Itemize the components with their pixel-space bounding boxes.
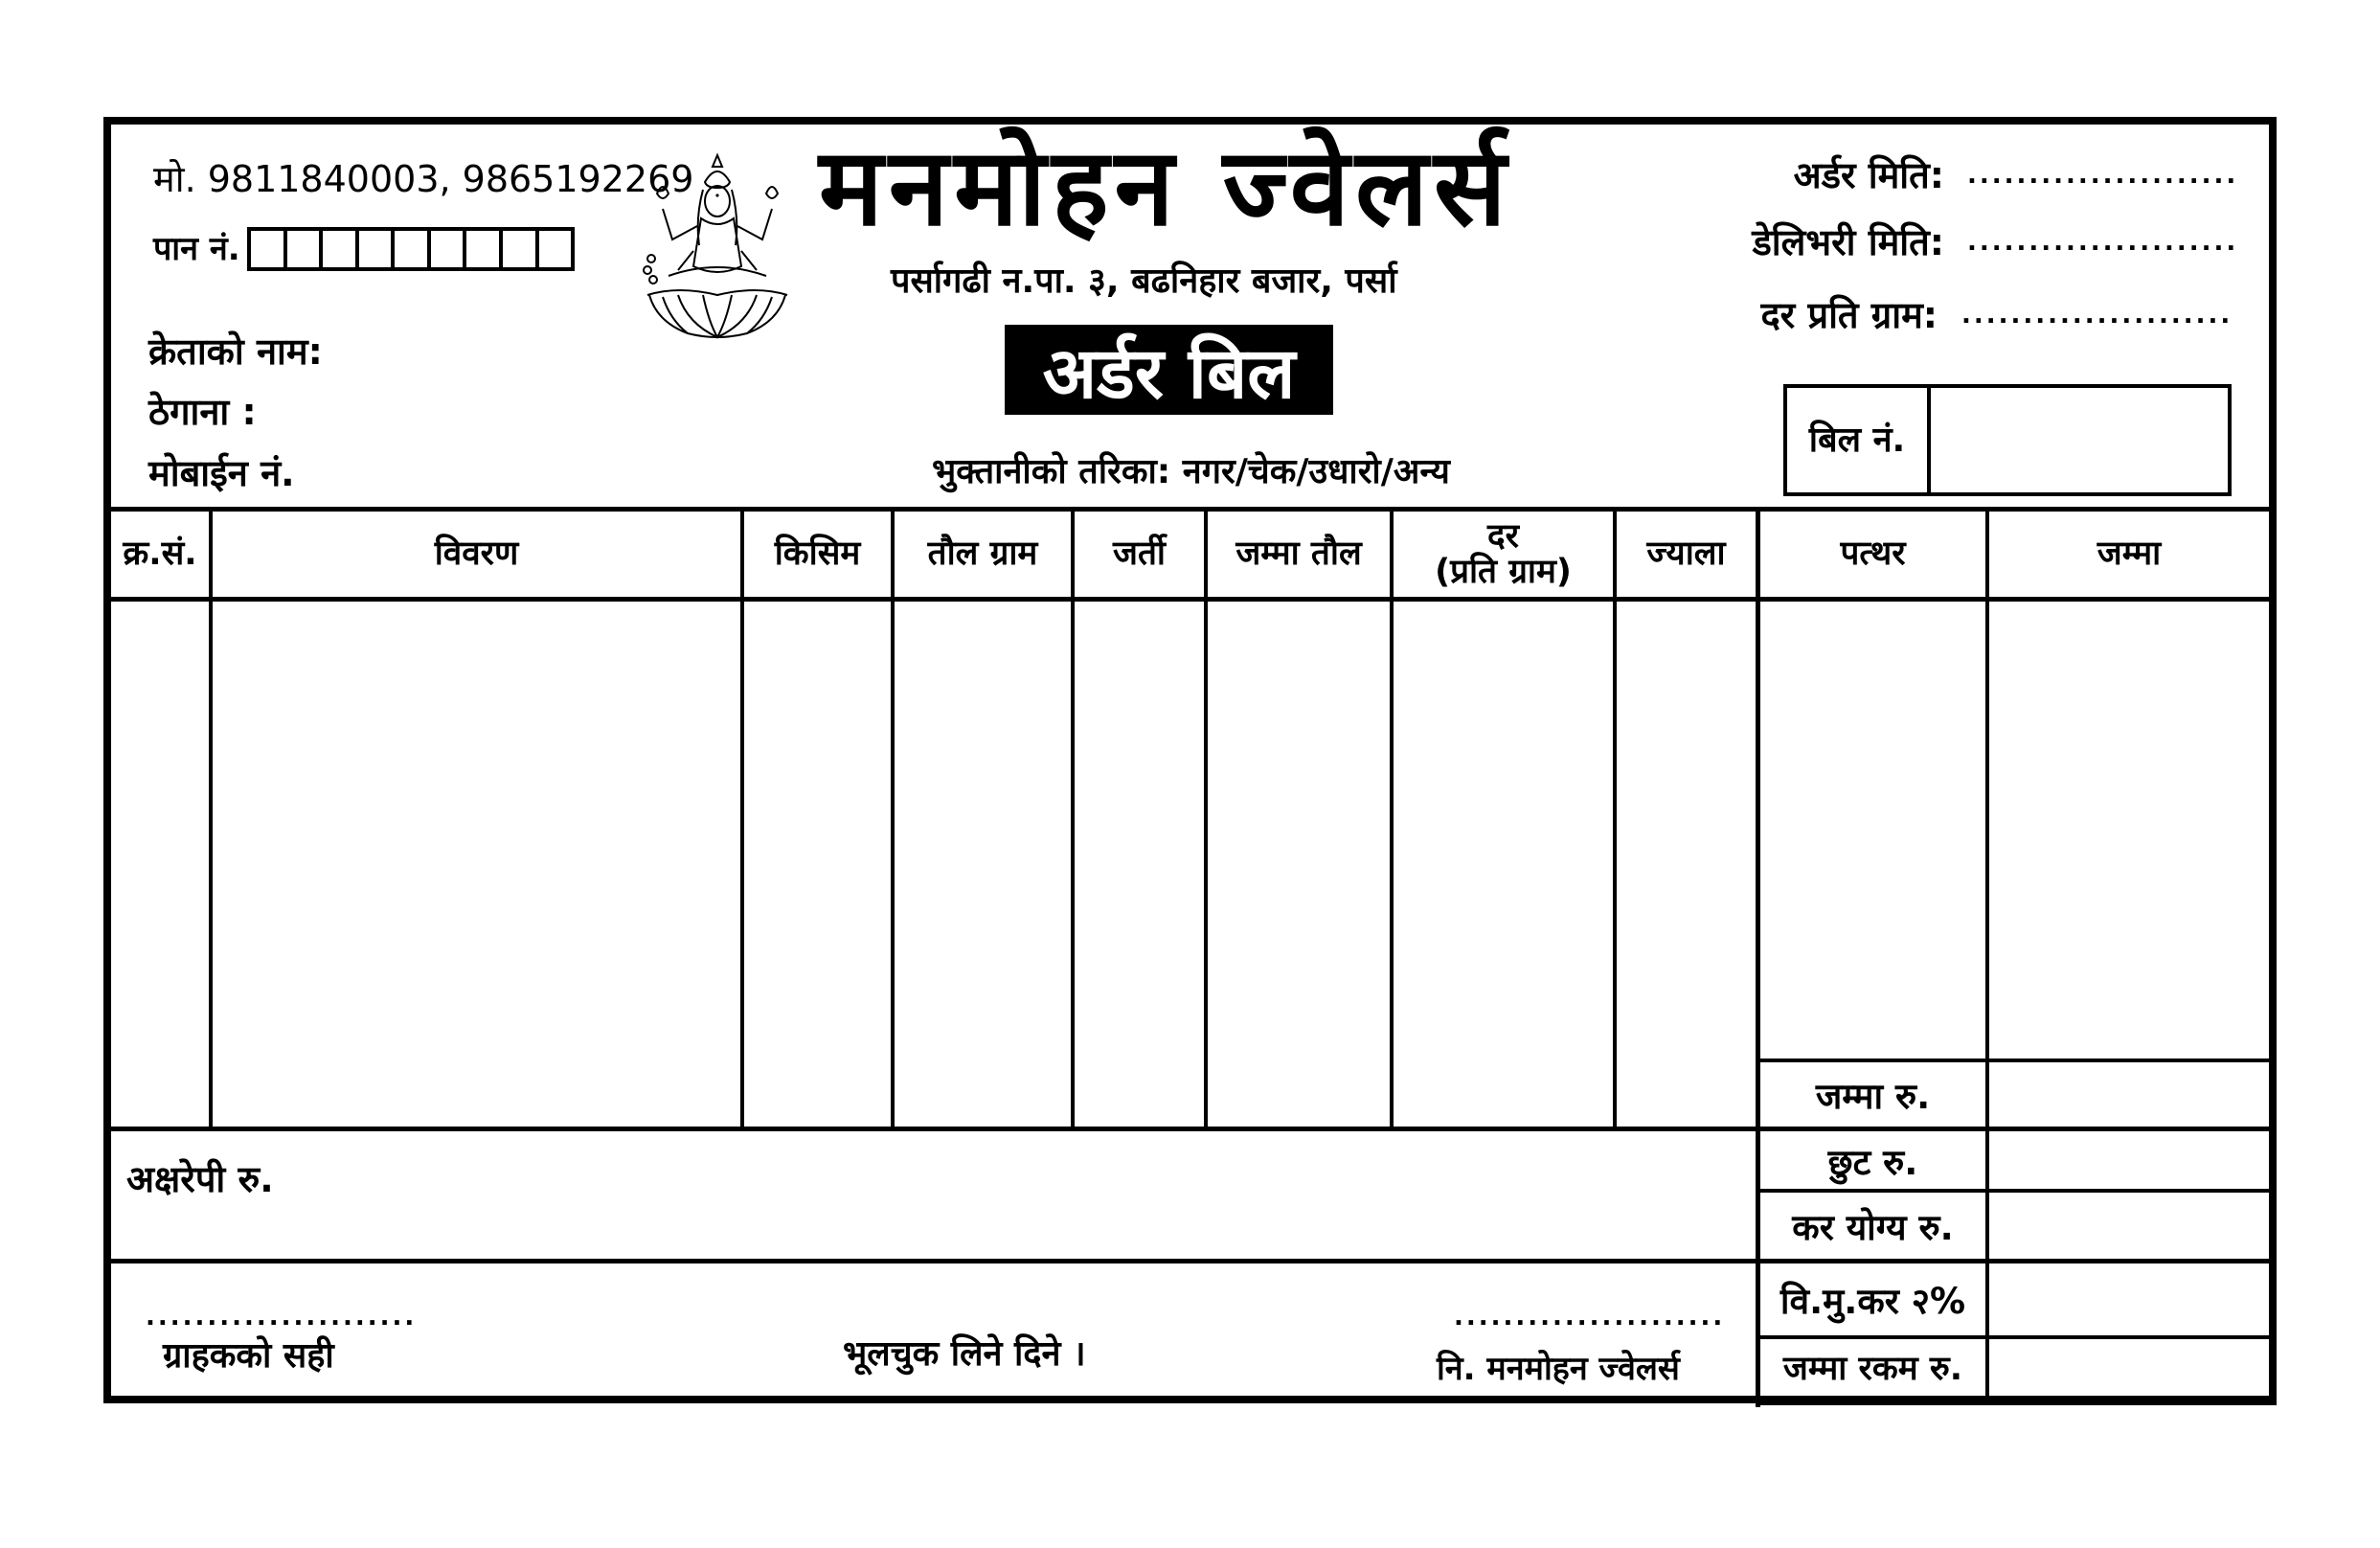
- amount-in-words-label: अक्षरेपी रु.: [126, 1158, 274, 1200]
- rate-per-gram-label: दर प्रति ग्राम:: [1760, 294, 1938, 336]
- pan-label: पान नं.: [153, 230, 240, 268]
- column-header-wastage: जर्ती: [1113, 535, 1166, 574]
- summary-subtotal-value[interactable]: [1989, 1062, 2269, 1127]
- errors-and-omissions-note: भूलचुक लिने दिने ।: [843, 1334, 1086, 1374]
- pan-cell[interactable]: [466, 231, 503, 267]
- column-header-type: किसिम: [774, 535, 861, 574]
- summary-taxable-value[interactable]: [1989, 1193, 2269, 1259]
- column-header-stone: पत्थर: [1840, 535, 1906, 574]
- summary-discount-value[interactable]: [1989, 1131, 2269, 1189]
- pan-cell[interactable]: [287, 231, 324, 267]
- summary-grand-total-label: जम्मा रकम रु.: [1782, 1350, 1963, 1388]
- shop-signature-line[interactable]: ......................: [1454, 1303, 1726, 1332]
- shop-name: मनमोहन ज्वेलर्स: [819, 125, 1512, 250]
- column-header-description: विवरण: [434, 535, 519, 574]
- pan-number-boxes[interactable]: [247, 227, 575, 271]
- delivery-date-label: डेलिभरी मिति:: [1752, 221, 1944, 263]
- column-header-weight-gram: तौल ग्राम: [927, 535, 1038, 574]
- pan-cell[interactable]: [503, 231, 539, 267]
- bill-number-label: बिल नं.: [1808, 420, 1906, 460]
- summary-bottom-line: [1756, 1396, 2277, 1405]
- shop-address: पर्सागढी न.पा. ३, बढनिहार बजार, पर्सा: [891, 262, 1397, 301]
- payment-method: भुक्तानीको तरिका: नगर/चेक/उधारो/अन्य: [932, 452, 1450, 491]
- summary-subtotal-label: जम्मा रु.: [1815, 1076, 1931, 1117]
- amount-in-words-field[interactable]: [316, 1150, 1734, 1236]
- customer-signature-line[interactable]: ......................: [146, 1303, 418, 1332]
- table-body[interactable]: [111, 602, 1756, 1127]
- rate-sublabel: (प्रति ग्राम): [1435, 552, 1572, 591]
- pan-cell[interactable]: [323, 231, 359, 267]
- column-header-rate: [1394, 512, 1613, 597]
- column-header-serial: क्र.सं.: [123, 535, 197, 574]
- pan-cell[interactable]: [359, 231, 396, 267]
- column-header-total-weight: जम्मा तौल: [1235, 535, 1362, 574]
- summary-vat-label: वि.मु.कर २%: [1779, 1281, 1966, 1322]
- shop-signature-label: नि. मनमोहन ज्वेलर्स: [1437, 1350, 1680, 1388]
- delivery-date-field[interactable]: ......................: [1967, 228, 2239, 257]
- lakshmi-deity-icon: [640, 151, 795, 343]
- pan-cell[interactable]: [431, 231, 467, 267]
- rate-per-gram-field[interactable]: ......................: [1961, 301, 2233, 330]
- pan-cell[interactable]: [395, 231, 431, 267]
- summary-vat-value[interactable]: [1989, 1263, 2269, 1335]
- pan-cell[interactable]: [251, 231, 287, 267]
- summary-discount-label: छुट रु.: [1827, 1141, 1918, 1183]
- buyer-name-label: क्रेताको नाम:: [148, 330, 323, 373]
- bill-number-box: [1783, 384, 2232, 496]
- mobile-label: मोबाईन नं.: [148, 452, 295, 494]
- address-label: ठेगाना :: [148, 391, 257, 433]
- order-date-label: अर्डर मिति:: [1793, 154, 1944, 196]
- summary-grand-total-value[interactable]: [1989, 1339, 2269, 1396]
- bill-type-badge: अर्डर बिल: [1005, 325, 1333, 415]
- rate-label: दर: [1487, 516, 1519, 556]
- column-header-total: जम्मा: [2097, 535, 2162, 574]
- pan-cell[interactable]: [539, 231, 572, 267]
- order-date-field[interactable]: ......................: [1967, 161, 2239, 190]
- bill-number-field[interactable]: [1931, 388, 2228, 492]
- phone-numbers: मो. 9811840003, 9865192269: [153, 158, 694, 200]
- summary-taxable-label: कर योग्य रु.: [1792, 1207, 1954, 1248]
- column-header-making-charge: ज्याला: [1646, 535, 1726, 574]
- customer-signature-label: ग्राहकको सही: [163, 1336, 334, 1376]
